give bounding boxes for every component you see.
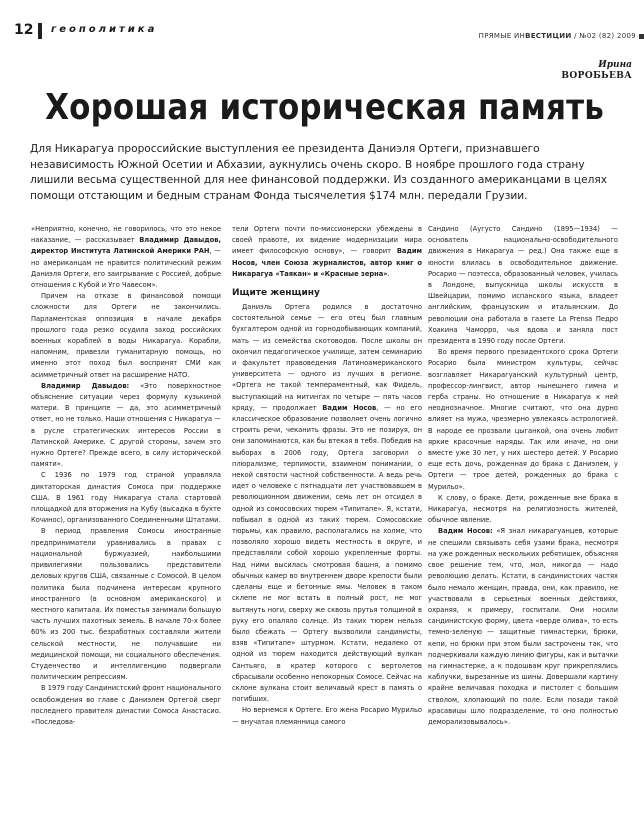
paragraph: Вадим Носов: «Я знал никарагуанцев, которые не спешили связывать себя узами брака, несмотря на уже рожденных нескольких ребятишек, объясняя свое решение тем, что, мол, никогда — надо революцию делать. Кстати, в сандинистских частях было немало женщин, правда, они, как правило, не участвовали в серьезных военных действиях, охраняя, к примеру, госпитали. Они носили сандинистскую форму, цвета «верде олива», то есть темно-зеленую — защитные гимнастерки, брюки, кепи, но брюки при этом были застрочены так, что подчеркивали каждую линию фигуры, как и вытачки на гимнастерке, а к подошвам круг прикреплялись каблучки, вырезанные из шины. Довершали картину крайне величавая походка и пистолет с большим стволом, хлопающий по поле. Если позади такой красавицы шло подразделение, то оно полностью деморализовывалось». (428, 527, 618, 726)
square-marker-icon (639, 34, 644, 39)
page-number: 12 (14, 22, 34, 38)
paragraph: Даниэль Ортега родился в достаточно состоятельной семье — его отец был главным бухгалтером одной из горнодобывающих компаний, мать — из семейства скотоводов. После школы он окончил педагогическое училище, затем семинарию и факультет правоведения Латиноамериканского университета — одного из лучших в регионе. «Ортега не такой темпераментный, как Фидель, выступающий на митингах по четыре — пять часов кряду, — продолжает Вадим Носов, — но его классическое образование позволяет очень логично строить речи, чеканить фразы. Это не позируя, он они запоминаются, как бы втекая в тебя. Победив на выборах в 2006 году, Ортега заговорил о плюрализме, терпимости, взаимном понимании, о некой святости частной собственности. А ведь речь идет о человеке с пятнадцати лет участвовавшем в революционном движении, семь лет он отсидел в одной из сомосовских тюрем «Типитапе». Я, кстати, побывал в одной из таких тюрем. Сомосовские тюрьмы, как правило, располагались на холме, что позволяло хорошо видеть местность в округе, и представляли собой хорошо укрепленные форты. Над ними высилась смотровая башня, а помимо обычных камер во внутреннем дворе крепости были сделаны еще и бетонные ямы. Человек в таком склепе не мог встать в полный рост, не мог вытянуть ноги, сверху же сквозь прутья толщиной в руку его опаляло солнце. Из таких тюрем нельзя было сбежать — Ортегу вызволили сандинисты, взяв «Типитапе» штурмом. Кстати, недалеко от одной из тюрем находится действующий вулкан Сантьяго, в кратер которого с вертолетов сбрасывали особенно непокорных Сомосе. Сейчас на склоне вулкана стоит величавый крест в память о погибших. (232, 303, 422, 704)
paragraph: «Неприятно, конечно, не говорилось, что это некое наказание, — рассказывает Владимир Давыдов, директор Института Латинской Америки РАН, — но американцам не нравится политический режим Даниэля Ортеги, его заигрывание с Россией, добрые отношения с Кубой и Уго Чавесом». (31, 225, 221, 290)
paragraph: Причем на отказе в финансовой помощи сложности для Ортеги не закончились. Парламентская оппозиция в начале декабря прошлого года резко осудила заход российских военных кораблей в воды Никарагуа. Корабли, напомним, привезли гуманитарную помощь, но именно этот поход был воспринят СМИ как асимметричный ответ на расширение НАТО. (31, 292, 221, 379)
issue-number: / №02 (82) 2009 (571, 32, 636, 40)
issue-magazine-bold: ВЕСТИЦИИ (525, 32, 572, 40)
rubric-divider (38, 23, 42, 39)
author-last-name: ВОРОБЬЕВА (561, 71, 632, 81)
article-title: Хорошая историческая память (45, 87, 604, 128)
text-column-2 (232, 224, 422, 728)
paragraph: К слову, о браке. Дети, рожденные вне брака в Никарагуа, несмотря на религиозность жителей, обычное явление. (428, 493, 618, 525)
text-column-1 (31, 224, 221, 728)
paragraph: тели Ортеги почти по-миссионерски убеждены в своей правоте, их видение модернизации мира имеет философскую основу», — говорит Вадим Носов, член Союза журналистов, автор книг о Никарагуа «Таякан» и «Красные зерна». (232, 225, 422, 278)
paragraph: В 1979 году Сандинистский фронт национального освобождения во главе с Даниэлем Ортегой сверг последнего правителя династии Сомоса Анастасио. «Последова- (31, 684, 221, 726)
rubric-label: геополитика (51, 24, 158, 35)
issue-prefix: ПРЯМЫЕ ИН (478, 32, 526, 40)
text-column-3 (428, 224, 618, 728)
author-first-name: Ирина (598, 60, 632, 70)
paragraph: С 1936 по 1979 год страной управляла диктаторская династия Сомоса при поддержке США. В 1961 году Никарагуа стала стартовой площадкой для вторжения на Кубу (высадка в бухте Кочинос), организованного Соединенными Штатами. (31, 471, 221, 525)
paragraph: Сандино (Аугусто Сандино (1895—1934) — основатель национально-освободительного движения в Никарагуа — ред.) Она также еще в юности влилась в освободительное движение. Росарио — поэтесса, образованный человек, училась в Лондоне, выпускница школы искусств в Швейцарии, помимо испанского языка, владеет английским, французским и итальянским. До революции она работала в газете La Prensa Педро Хоакина Чаморро, чья вдова и заняла пост президента в 1990 году после Ортеги. (428, 225, 618, 346)
author-byline (561, 60, 632, 82)
paragraph: Во время первого президентского срока Ортеги Росарио была министром культуры, сейчас возглавляет Никарагуанский культурный центр, профессор-лингвист, автор нынешнего гимна и герба страны. Но отношение в Никарагуа к ней неоднозначное. Многие считают, что она дурно влияет на мужа, чрезмерно увлекаясь астрологией. В народе ее прозвали цыганкой, она очень любит яркие красочные наряды. Так или иначе, но они вместе уже 30 лет, у них шестеро детей. У Росарио еще есть дочь, рожденная до брака с Даниэлем, у Ортеги — трое детей, рожденных до брака с Мурильо». (428, 348, 618, 491)
section-subheading: Ищите женщину (232, 288, 320, 299)
issue-line (479, 32, 644, 40)
paragraph: В период правления Сомосы иностранные предприниматели уравнивались в правах с национальной буржуазией, наибольшими привилегиями пользовались представители деловых кругов США, связанные с Сомосой. В целом политика была подчинена интересам крупного иностранного (в основном американского) и местного капитала. Их поместья занимали большую часть лучших пахотных земель. В начале 70-х более 60% из 200 тыс. безработных составляли жители сельской местности, не получавшие ни медицинской помощи, ни социального обеспечения. Студенчество и интеллигенцию подвергали политическим репрессиям. (31, 527, 221, 682)
paragraph: Владимир Давыдов: «Это поверхностное объяснение ситуации через формулу кузькиной матери. В принципе — да, это асимметричный ответ, но не только. Наши отношения с Никарагуа — в русле стратегических интересов России в Латинской Америке. С другой стороны, зачем это нужно Ортеге? Прежде всего, в силу исторической памяти». (31, 381, 221, 469)
paragraph: Но вернемся к Ортеге. Его жена Росарио Мурильо — внучатая племянница самого (232, 706, 422, 726)
article-lead: Для Никарагуа пророссийские выступления ее президента Даниэля Ортеги, признавшего независимость Южной Осетии и Абхазии, аукнулись очень скоро. В ноябре прошлого года страну лишили весьма существенной для нее финансовой поддержки. Из созданного американцами в целях помощи отстающим и бедным странам Фонда тысячелетия $174 млн. передали Грузии. (30, 143, 608, 202)
